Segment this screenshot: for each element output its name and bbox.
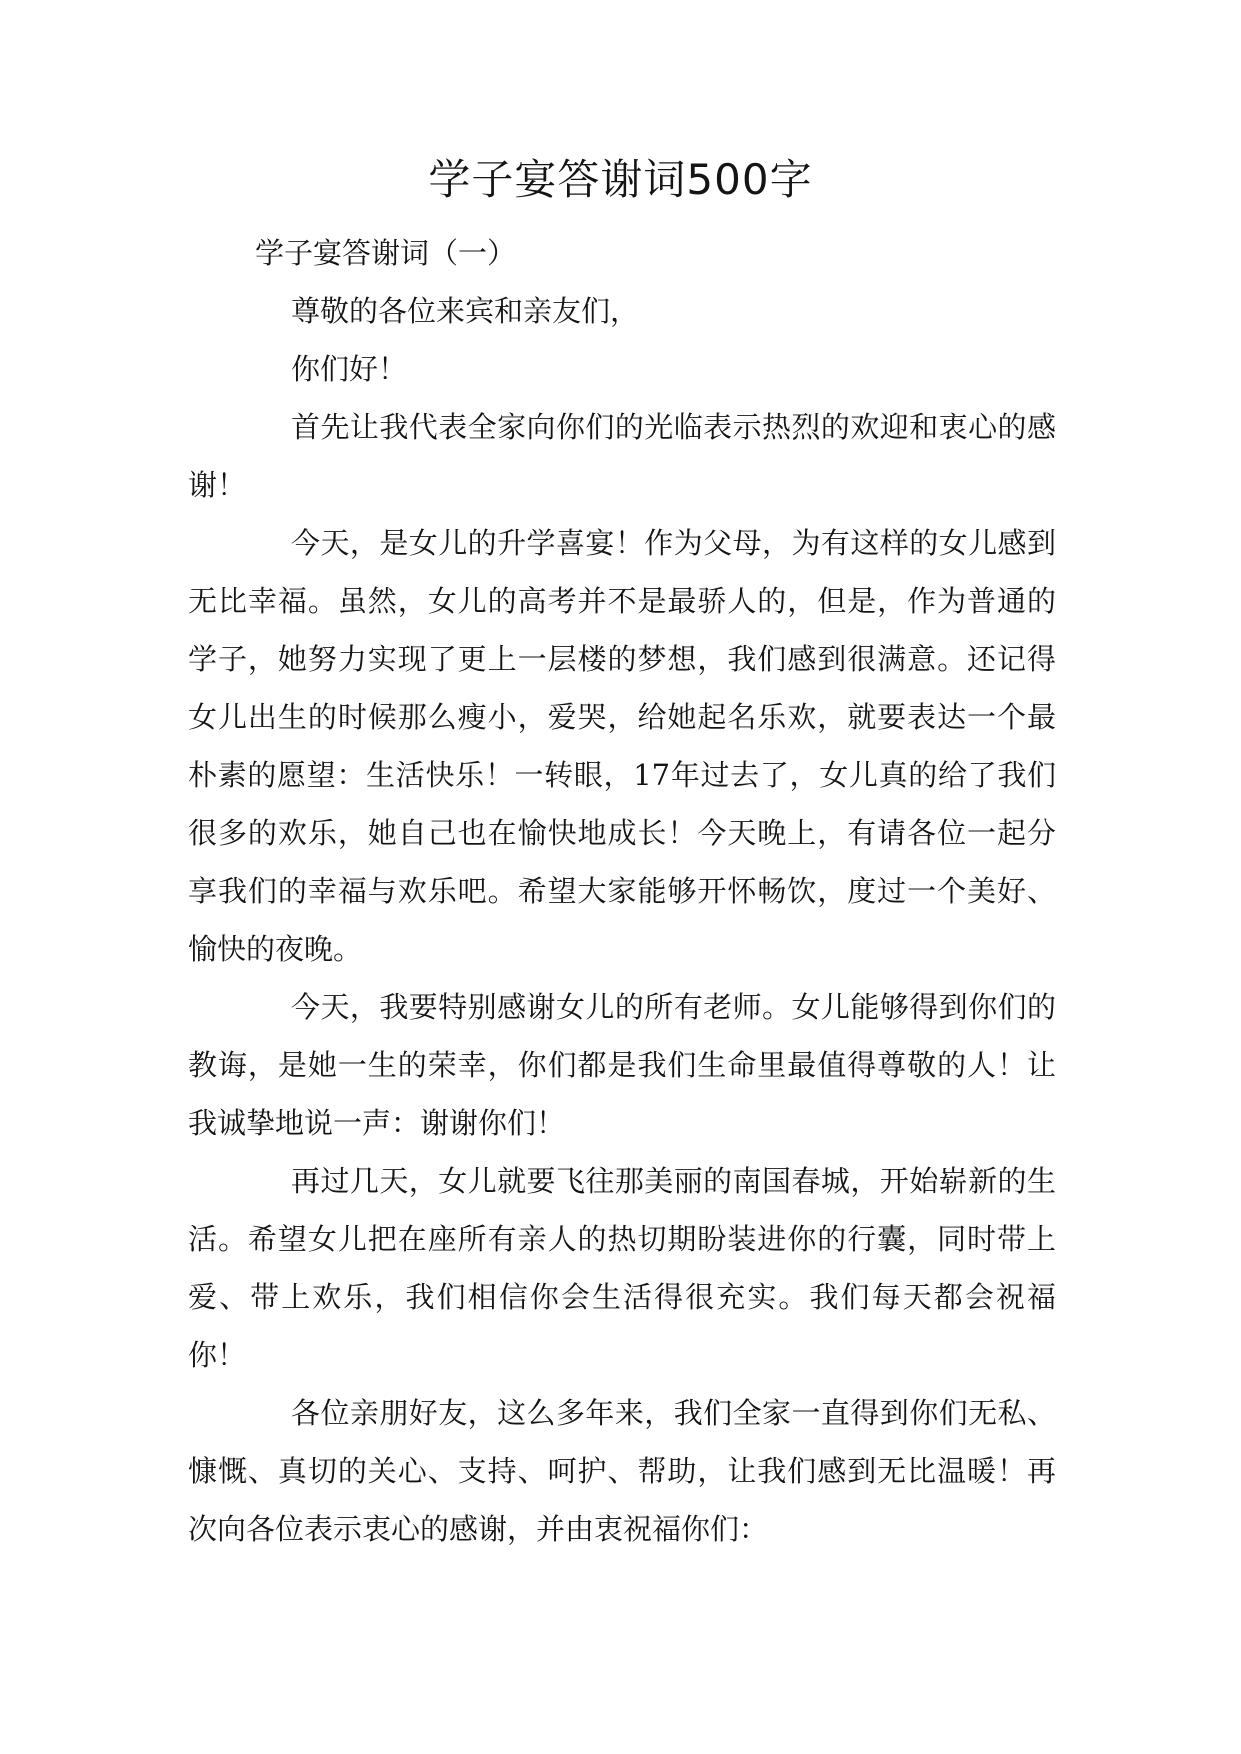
document-title: 学子宴答谢词500字 xyxy=(428,155,813,204)
paragraph: 再过几天，女儿就要飞往那美丽的南国春城，开始崭新的生活。希望女儿把在座所有亲人的热切期盼装进你的行囊，同时带上爱、带上欢乐，我们相信你会生活得很充实。我们每天都会祝福你！ xyxy=(188,1164,1056,1372)
paragraph: 各位亲朋好友，这么多年来，我们全家一直得到你们无私、慷慨、真切的关心、支持、呵护、帮助，让我们感到无比温暖！再次向各位表示衷心的感谢，并由衷祝福你们： xyxy=(188,1396,1056,1546)
paragraph: 今天，是女儿的升学喜宴！作为父母，为有这样的女儿感到无比幸福。虽然，女儿的高考并不是最骄人的，但是，作为普通的学子，她努力实现了更上一层楼的梦想，我们感到很满意。还记得女儿出生的时候那么瘦小，爱哭，给她起名乐欢，就要表达一个最朴素的愿望：生活快乐！一转眼，17年过去了，女儿真的给了我们很多的欢乐，她自己也在愉快地成长！今天晚上，有请各位一起分享我们的幸福与欢乐吧。希望大家能够开怀畅饮，度过一个美好、愉快的夜晚。 xyxy=(188,526,1056,966)
paragraph: 你们好！ xyxy=(291,352,408,386)
section-heading: 学子宴答谢词（一） xyxy=(255,236,517,270)
paragraph: 尊敬的各位来宾和亲友们， xyxy=(291,294,640,328)
document-body xyxy=(188,282,1056,1558)
paragraph: 今天，我要特别感谢女儿的所有老师。女儿能够得到你们的教诲，是她一生的荣幸，你们都是我们生命里最值得尊敬的人！让我诚挚地说一声：谢谢你们！ xyxy=(188,990,1056,1140)
paragraph: 首先让我代表全家向你们的光临表示热烈的欢迎和衷心的感谢！ xyxy=(188,410,1056,502)
